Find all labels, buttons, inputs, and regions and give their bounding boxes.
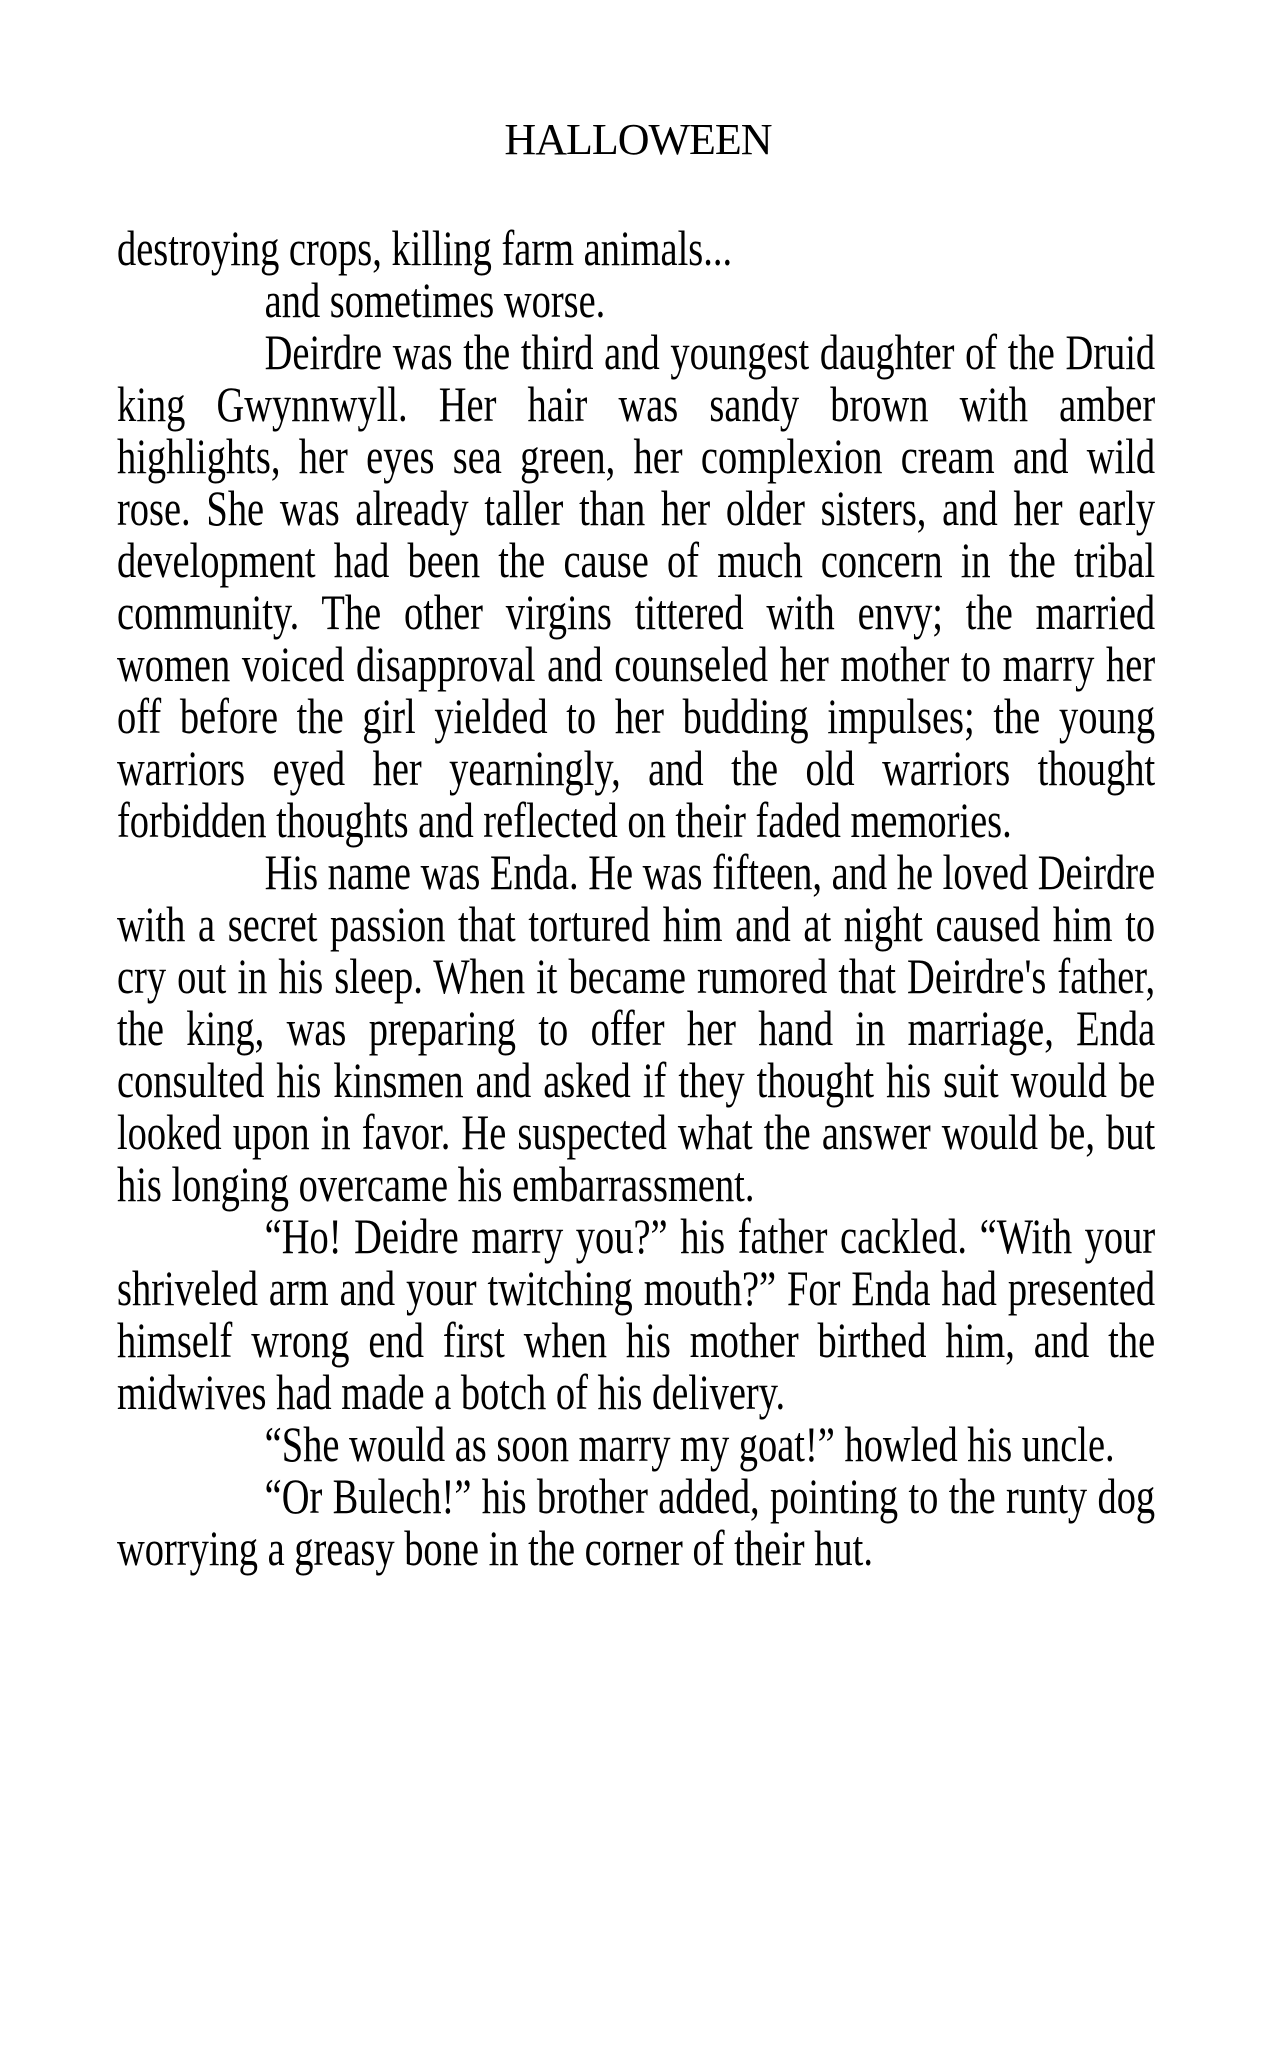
paragraph: destroying crops, killing farm animals...	[117, 220, 733, 276]
paragraph: “Ho! Deidre marry you?” his father cackled. “With your shriveled arm and your twitching mouth?” For Enda had presented himself wrong end first when his mother birthed him, and the midwives had made a botch of his delivery.	[117, 1208, 1156, 1420]
paragraph: and sometimes worse.	[264, 272, 606, 328]
paragraph: His name was Enda. He was fifteen, and he loved Deirdre with a secret passion that tortured him and at night caused him to cry out in his sleep. When it became rumored that Deirdre's father, the king, was preparing to offer her hand in marriage, Enda consulted his kinsmen and asked if they thought his suit would be looked upon in favor. He suspected what the answer would be, but his longing overcame his embarrassment.	[117, 844, 1156, 1212]
body-text	[117, 222, 1155, 1574]
paragraph: “Or Bulech!” his brother added, pointing to the runty dog worrying a greasy bone in the corner of their hut.	[117, 1468, 1156, 1576]
paragraph: “She would as soon marry my goat!” howled his uncle.	[264, 1416, 1115, 1472]
paragraph: Deirdre was the third and youngest daughter of the Druid king Gwynnwyll. Her hair was sandy brown with amber highlights, her eyes sea green, her complexion cream and wild rose. She was already taller than her older sisters, and her early development had been the cause of much concern in the tribal community. The other virgins tittered with envy; the married women voiced disapproval and counseled her mother to marry her off before the girl yielded to her budding impulses; the young warriors eyed her yearningly, and the old warriors thought forbidden thoughts and reflected on their faded memories.	[117, 324, 1156, 848]
chapter-title: HALLOWEEN	[504, 115, 772, 164]
